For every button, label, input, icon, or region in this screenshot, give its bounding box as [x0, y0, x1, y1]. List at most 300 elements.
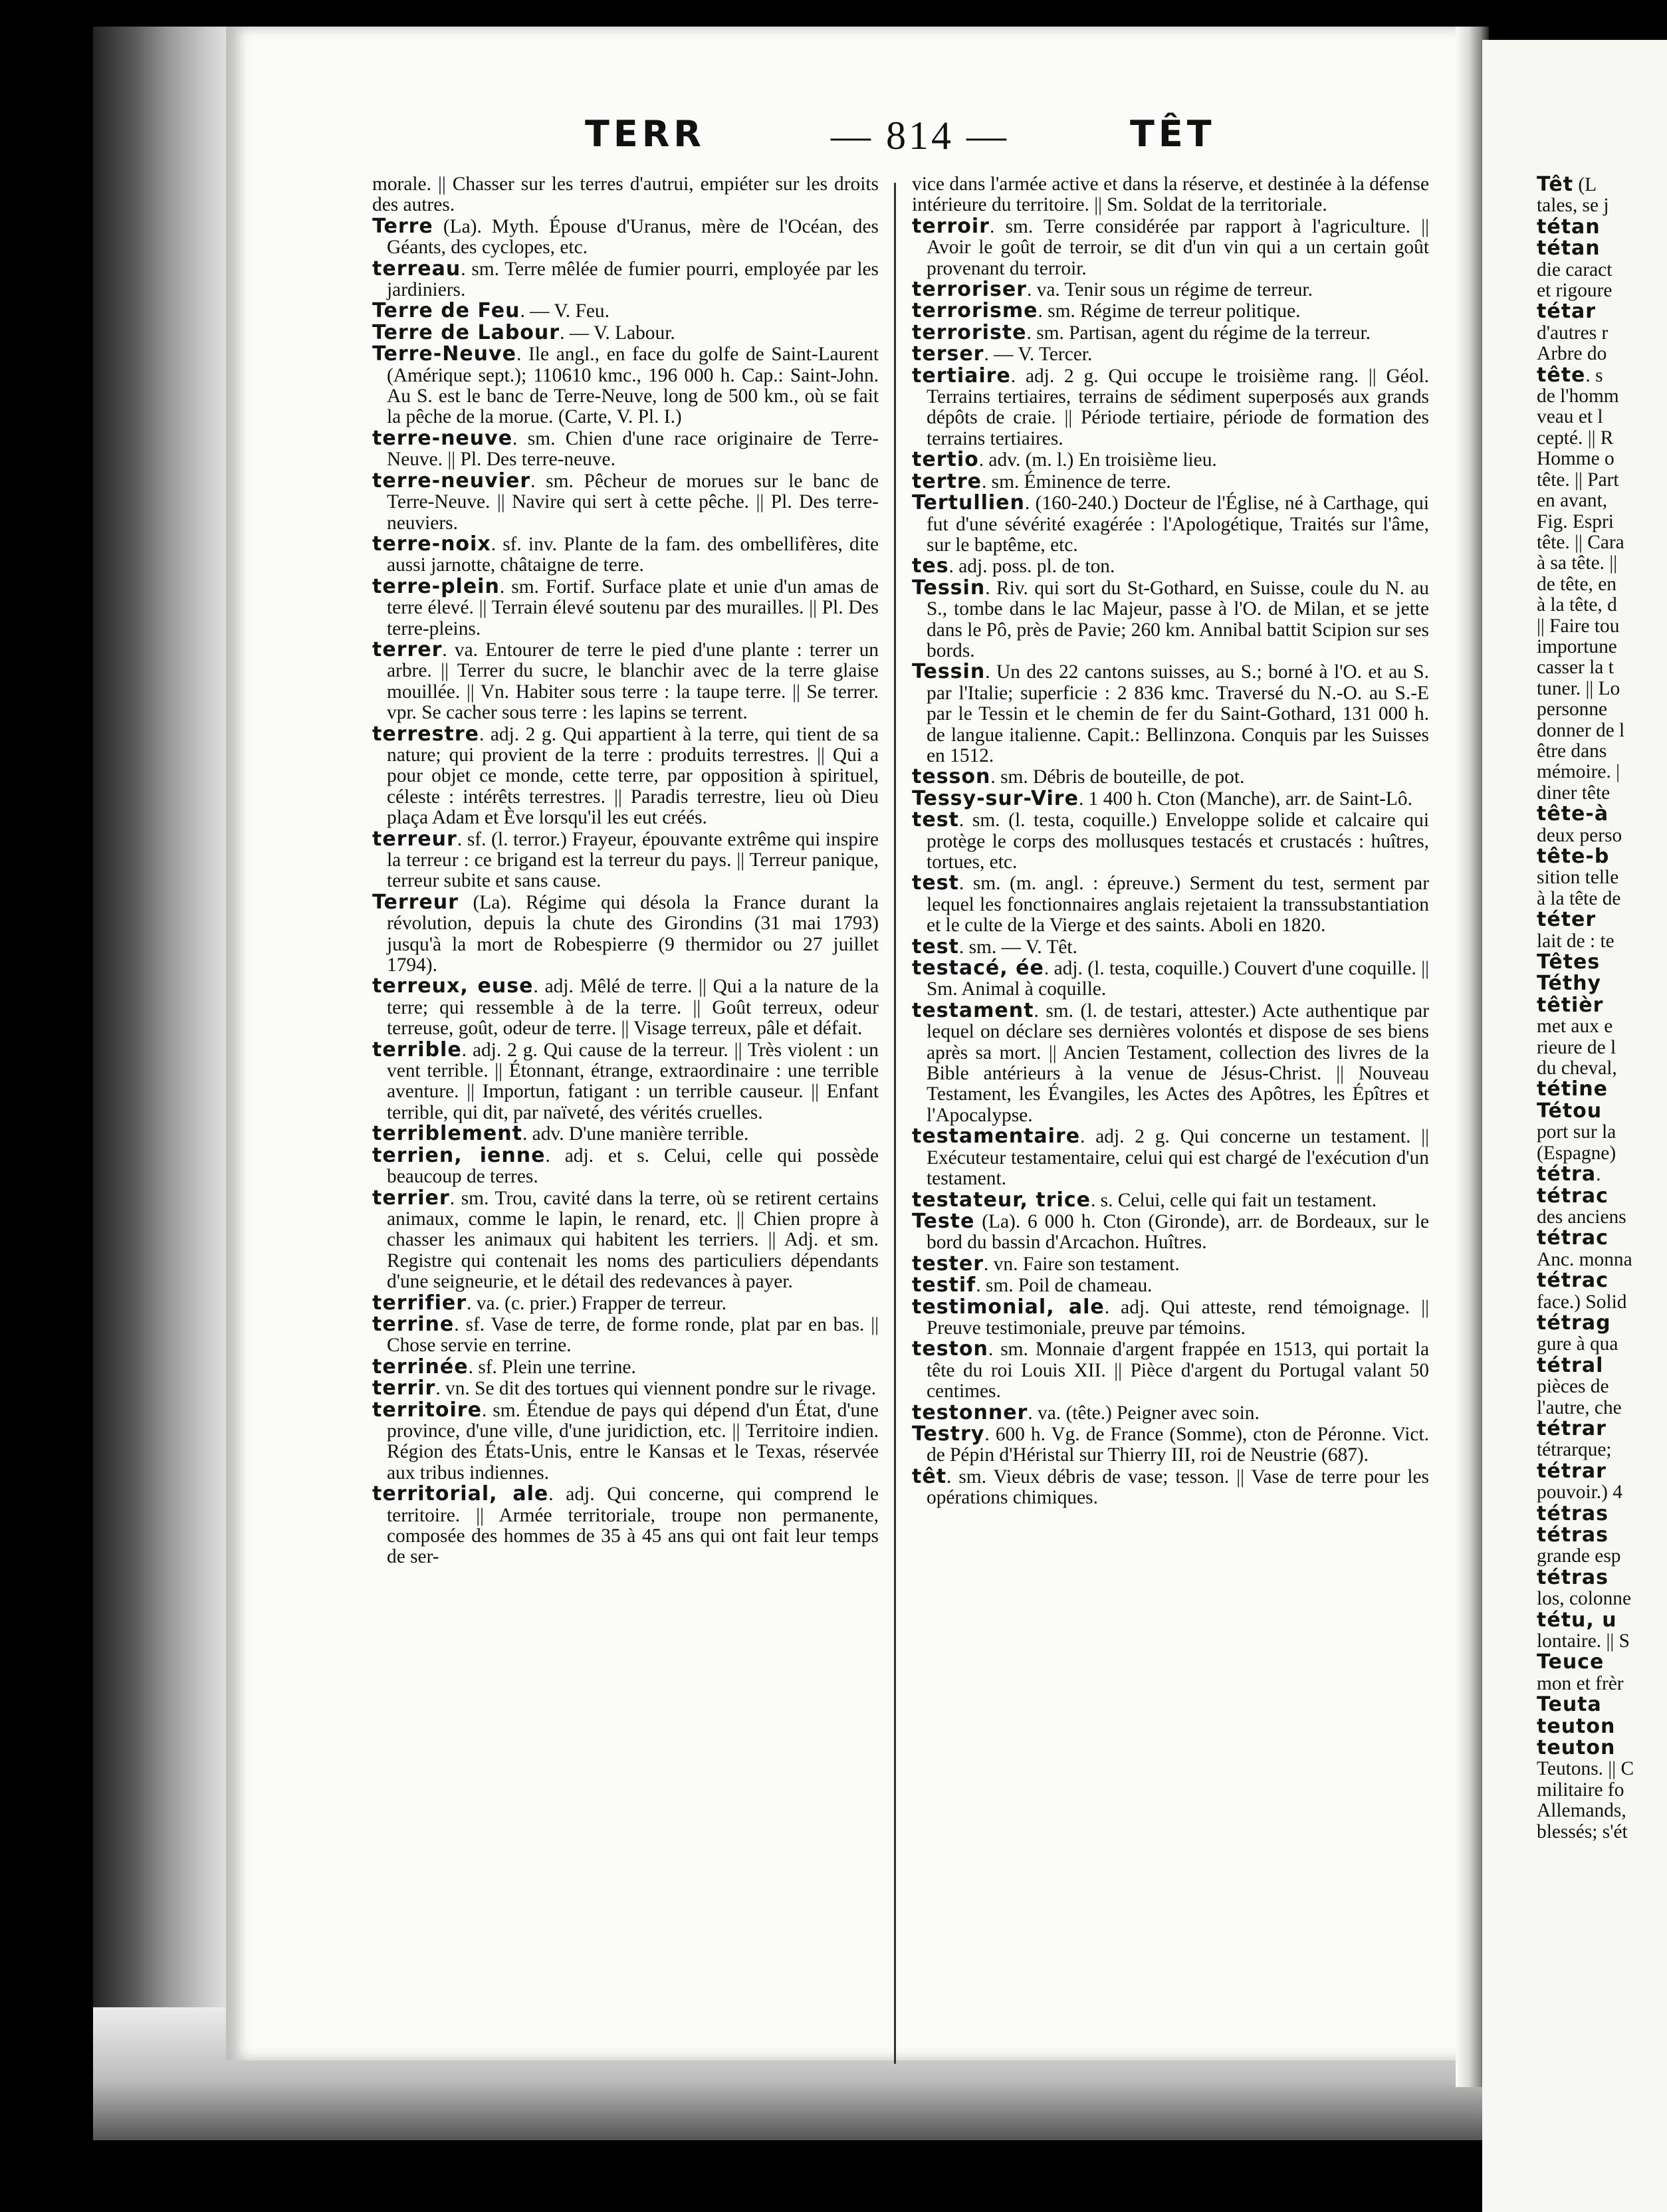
entry-definition: Allemands, [1537, 1801, 1626, 1822]
entry-definition: . sm. Monnaie d'argent frappée en 1513, qui portait la tête du roi Louis XII. || Pièce d'argent du Portugal valant 50 centimes. [927, 1339, 1429, 1402]
entry-headword: territorial, ale [372, 1482, 549, 1506]
entry-headword: tétrag [1537, 1312, 1611, 1335]
dictionary-entry [912, 1275, 1429, 1296]
entry-headword: Terre de Feu [372, 299, 520, 323]
entry-definition: importune [1537, 636, 1617, 657]
entry-headword: Terre-Neuve [372, 342, 516, 366]
entry-definition: Teutons. || C [1537, 1759, 1634, 1780]
dictionary-entry [912, 300, 1429, 322]
dictionary-entry [372, 174, 879, 216]
entry-headword: tétras [1537, 1503, 1609, 1525]
entry-definition: . adj. et s. Celui, celle qui possède beaucoup de terres. [387, 1145, 879, 1188]
dictionary-entry [372, 1145, 879, 1188]
entry-headword: teuton [1537, 1737, 1616, 1759]
dictionary-entry [1537, 449, 1667, 469]
entry-definition: mémoire. | [1537, 762, 1620, 783]
entry-definition: militaire fo [1537, 1779, 1624, 1801]
entry-definition: à la tête, d [1537, 595, 1617, 616]
dictionary-entry [1537, 512, 1667, 532]
entry-definition: donner de l [1537, 720, 1625, 741]
entry-headword: tête-b [1537, 846, 1610, 868]
entry-definition: Arbre do [1537, 344, 1607, 365]
entry-headword: Teste [912, 1209, 975, 1233]
entry-definition: . sm. Terre mêlée de fumier pourri, employée par les jardiniers. [387, 258, 879, 301]
dictionary-entry [912, 578, 1429, 662]
dictionary-entry [372, 1040, 879, 1124]
entry-definition: cepté. || R [1537, 427, 1614, 449]
entry-definition: lait de : te [1537, 931, 1614, 952]
dictionary-entry [912, 1000, 1429, 1126]
entry-definition: . sm. Pêcheur de morues sur le banc de Terre-Neuve. || Navire qui sert à cette pêche. || Pl. Des terre-neuviers. [387, 470, 879, 534]
entry-definition: et rigoure [1537, 280, 1612, 302]
dictionary-entry [912, 1402, 1429, 1424]
entry-definition: face.) Solid [1537, 1291, 1627, 1313]
entry-definition: . — V. Labour. [560, 322, 675, 344]
entry-headword: Têtes [1537, 952, 1601, 974]
dictionary-entry [1537, 1652, 1667, 1673]
entry-definition: . — V. Feu. [520, 300, 610, 322]
entry-definition: tête. || Cara [1537, 532, 1624, 553]
entry-headword: teston [912, 1337, 988, 1361]
dictionary-entry [1537, 280, 1667, 301]
dictionary-entry [1537, 344, 1667, 364]
running-header [585, 113, 1289, 166]
entry-headword: terser [912, 342, 984, 366]
entry-definition: vice dans l'armée active et dans la réserve, et destinée à la défense intérieure du territoire. || Sm. Soldat de la territoriale. [912, 173, 1429, 216]
entry-definition: . adj. Qui concerne, qui comprend le territoire. || Armée territoriale, troupe non permanente, composée des hommes de 35 à 45 ans qui ont fait leur temps de ser- [387, 1484, 879, 1568]
entry-headword: test [912, 808, 959, 832]
dictionary-entry [1537, 637, 1667, 657]
dictionary-entry [1537, 1270, 1667, 1291]
dictionary-entry [912, 449, 1429, 471]
dictionary-entry [372, 534, 879, 576]
dictionary-entry [1537, 301, 1667, 322]
dictionary-entry [912, 279, 1429, 300]
entry-definition: des anciens [1537, 1206, 1626, 1228]
dictionary-entry [912, 216, 1429, 279]
dictionary-entry [1537, 1355, 1667, 1377]
dictionary-entry [912, 810, 1429, 873]
dictionary-entry [372, 639, 879, 724]
entry-definition: los, colonne [1537, 1589, 1632, 1610]
dictionary-entry [1537, 1250, 1667, 1270]
entry-headword: tétrar [1537, 1418, 1607, 1440]
entry-definition: blessés; s'ét [1537, 1821, 1628, 1842]
entry-definition: . [1596, 1164, 1601, 1186]
entry-definition: . adj. 2 g. Qui concerne un testament. || Exécuteur testamentaire, celui qui est chargé de l'exécution d'un testament. [927, 1126, 1429, 1190]
dictionary-entry [1537, 1589, 1667, 1609]
dictionary-entry [372, 1314, 879, 1357]
text-column-right [912, 174, 1429, 1509]
entry-definition: . sf. (l. terror.) Frayeur, épouvante extrême qui inspire la terreur : ce brigand est la terreur du pays. || Terreur panique, terreur subite et sans cause. [387, 828, 879, 892]
entry-definition: . va. (c. prier.) Frapper de terreur. [467, 1292, 726, 1314]
entry-headword: têtièr [1537, 994, 1604, 1017]
entry-definition: lontaire. || S [1537, 1631, 1630, 1652]
entry-headword: testimonial, ale [912, 1295, 1105, 1319]
dictionary-entry [372, 576, 879, 639]
entry-headword: terrible [372, 1038, 462, 1061]
entry-definition: . sm. Poil de chameau. [976, 1275, 1153, 1297]
dictionary-entry [372, 1378, 879, 1399]
text-column-left [372, 174, 879, 1568]
dictionary-entry [372, 344, 879, 428]
entry-definition: personne [1537, 699, 1608, 720]
entry-headword: testateur, trice [912, 1188, 1091, 1212]
dictionary-entry [1537, 323, 1667, 344]
entry-headword: tertio [912, 448, 979, 472]
dictionary-entry [372, 1484, 879, 1568]
entry-headword: terrien, ienne [372, 1143, 546, 1167]
entry-headword: terre-plein [372, 574, 500, 598]
entry-headword: tétrac [1537, 1228, 1609, 1250]
header-guide-word-left: TERR [585, 113, 705, 155]
entry-headword: Tessin [912, 660, 986, 684]
entry-definition: . — V. Tercer. [984, 344, 1093, 366]
dictionary-entry [912, 1424, 1429, 1466]
entry-definition: . sm. Débris de bouteille, de pot. [990, 766, 1245, 788]
dictionary-entry [1537, 470, 1667, 491]
dictionary-entry [1537, 1143, 1667, 1164]
entry-definition: tête. || Part [1537, 469, 1619, 491]
entry-headword: terrifier [372, 1291, 467, 1315]
entry-definition: die caract [1537, 259, 1612, 280]
dictionary-entry [1537, 1716, 1667, 1737]
entry-definition: . va. (tête.) Peigner avec soin. [1028, 1402, 1260, 1424]
entry-definition: sition telle [1537, 867, 1619, 889]
dictionary-entry [912, 873, 1429, 936]
dictionary-entry [372, 216, 879, 259]
dictionary-entry [372, 471, 879, 534]
dictionary-entry [1537, 428, 1667, 449]
entry-headword: terroriste [912, 320, 1027, 344]
entry-headword: tétan [1537, 238, 1601, 260]
entry-definition: . va. Tenir sous un régime de terreur. [1026, 279, 1313, 301]
entry-headword: tétras [1537, 1525, 1609, 1547]
entry-headword: testonner [912, 1400, 1028, 1424]
entry-headword: tétras [1537, 1567, 1609, 1589]
dictionary-entry [1537, 931, 1667, 952]
column-rule [894, 183, 896, 2064]
entry-definition: tales, se j [1537, 195, 1609, 217]
entry-definition: gure à qua [1537, 1334, 1618, 1355]
entry-definition: . adj. 2 g. Qui cause de la terreur. || Très violent : un vent terrible. || Étonnant, étrange, extraordinaire : une terrible aventure. || Importun, fatigant : un terrible causeur. || Enfant terrible, qui dit, par naïveté, des vérités cruelles. [387, 1039, 879, 1123]
entry-definition: . sf. Vase de terre, de forme ronde, plat par en bas. || Chose servie en terrine. [387, 1313, 879, 1357]
dictionary-entry [912, 1126, 1429, 1189]
dictionary-entry [1537, 365, 1667, 386]
dictionary-entry [1537, 1610, 1667, 1631]
entry-definition: . adv. D'une manière terrible. [522, 1123, 749, 1145]
dictionary-entry [372, 1123, 879, 1145]
entry-headword: terreau [372, 257, 461, 280]
dictionary-entry [1537, 826, 1667, 846]
dictionary-entry [1537, 699, 1667, 720]
entry-definition: . vn. Faire son testament. [984, 1253, 1180, 1275]
entry-headword: tétrac [1537, 1270, 1609, 1292]
entry-headword: terrorisme [912, 299, 1038, 323]
dictionary-entry [372, 724, 879, 829]
entry-definition: port sur la [1537, 1122, 1616, 1143]
entry-definition: diner tête [1537, 782, 1611, 804]
entry-headword: tétral [1537, 1355, 1604, 1377]
dictionary-entry [372, 829, 879, 892]
dictionary-entry [1537, 574, 1667, 595]
entry-headword: tétrac [1537, 1185, 1609, 1207]
entry-definition: l'autre, che [1537, 1397, 1622, 1418]
entry-definition: Fig. Espri [1537, 511, 1614, 532]
dictionary-entry [1537, 1674, 1667, 1694]
entry-headword: téter [1537, 909, 1597, 931]
entry-definition: . Un des 22 cantons suisses, au S.; borné à l'O. et au S. par l'Italie; superficie : 2 836 kmc. Traversé du N.-O. au S.-E par le Tessin et le chemin de fer du Saint-Gothard, 131 000 h. de langue italienne. Capit.: Bellinzona. Conquis par les Suisses en 1512. [927, 661, 1429, 766]
dictionary-entry [1537, 804, 1667, 825]
dictionary-entry [1537, 762, 1667, 782]
entry-headword: Téthy [1537, 973, 1602, 995]
entry-headword: tête-à [1537, 804, 1609, 826]
dictionary-entry [1537, 1228, 1667, 1249]
entry-definition: . sf. Plein une terrine. [468, 1356, 636, 1378]
entry-definition: à la tête de [1537, 888, 1621, 909]
entry-headword: testamentaire [912, 1125, 1081, 1149]
dictionary-entry [372, 300, 879, 322]
dictionary-entry [912, 1297, 1429, 1339]
entry-headword: tétra [1537, 1164, 1597, 1186]
dictionary-entry [1537, 1313, 1667, 1334]
entry-definition: tuner. || Lo [1537, 678, 1620, 699]
dictionary-entry [1537, 679, 1667, 699]
entry-headword: Testry [912, 1422, 985, 1446]
dictionary-entry [912, 174, 1429, 216]
dictionary-entry [1537, 846, 1667, 867]
entry-definition: Homme o [1537, 449, 1614, 470]
entry-definition: de l'homm [1537, 386, 1619, 407]
dictionary-entry [912, 556, 1429, 577]
entry-headword: Teuce [1537, 1652, 1605, 1674]
header-guide-word-right: TÊT [1130, 113, 1216, 155]
dictionary-entry [912, 322, 1429, 344]
entry-headword: Terre de Labour [372, 320, 560, 344]
dictionary-entry [912, 937, 1429, 958]
entry-definition: d'autres r [1537, 322, 1609, 344]
dictionary-entry [1537, 1079, 1667, 1100]
dictionary-entry [1537, 1461, 1667, 1482]
entry-headword: terrinée [372, 1355, 469, 1379]
entry-definition: . Ile angl., en face du golfe de Saint-Laurent (Amérique sept.); 110610 kmc., 196 000 h. Cap.: Saint-John. Au S. est le banc de Terre-Neuve, long de 500 km., où se fait la pêche de la morue. (Carte, V. Pl. I.) [387, 344, 879, 428]
entry-headword: terreur [372, 827, 457, 851]
entry-definition: grande esp [1537, 1546, 1621, 1567]
dictionary-entry [1537, 1567, 1667, 1589]
dictionary-entry [1537, 973, 1667, 994]
dictionary-entry [1537, 1503, 1667, 1525]
dictionary-entry [1537, 217, 1667, 238]
entry-definition: . vn. Se dit des tortues qui viennent pondre sur le rivage. [435, 1378, 877, 1400]
page-number: — 814 — [831, 114, 1009, 158]
entry-headword: tête [1537, 364, 1586, 387]
dictionary-entry [1537, 1058, 1667, 1079]
entry-headword: tertiaire [912, 364, 1011, 387]
entry-headword: terreux, euse [372, 974, 534, 998]
entry-headword: Teuta [1537, 1694, 1602, 1716]
dictionary-entry [1537, 1482, 1667, 1503]
entry-definition: Anc. monna [1537, 1249, 1632, 1270]
dictionary-entry [1537, 1016, 1667, 1037]
entry-definition: pièces de [1537, 1377, 1609, 1398]
entry-definition: . sm. Trou, cavité dans la terre, où se retirent certains animaux, comme le lapin, le renard, etc. || Chien propre à chasser les animaux qui habitent les terriers. || Adj. et sm. Registre qui contenait les noms des particuliers dépendants d'une seigneurie, et le détail des redevances à payer. [387, 1187, 879, 1293]
dictionary-entry [1537, 195, 1667, 216]
entry-definition: . Riv. qui sort du St-Gothard, en Suisse, coule du N. au S., tombe dans le lac Majeur, passe à l'O. de Milan, et se jette dans le Pô, près de Pavie; 260 km. Annibal battit Scipion sur ses bords. [927, 577, 1429, 661]
dictionary-entry [1537, 1038, 1667, 1058]
dictionary-entry [912, 344, 1429, 365]
entry-definition: (La). Myth. Épouse d'Uranus, mère de l'Océan, des Géants, des cyclopes, etc. [387, 215, 879, 259]
entry-headword: terre-neuve [372, 426, 513, 450]
dictionary-entry [1537, 889, 1667, 909]
dictionary-entry [372, 1400, 879, 1484]
entry-definition: casser la t [1537, 657, 1614, 679]
entry-headword: teuton [1537, 1715, 1616, 1738]
dictionary-entry [1537, 1694, 1667, 1715]
dictionary-entry [1537, 1186, 1667, 1207]
dictionary-entry [1537, 1122, 1667, 1143]
entry-definition: (La). Régime qui désola la France durant la révolution, depuis la chute des Girondins (31 mai 1793) jusqu'à la mort de Robespierre (9 thermidor ou 27 juillet 1794). [387, 891, 879, 976]
entry-headword: Tétou [1537, 1100, 1603, 1123]
dictionary-entry [1537, 616, 1667, 637]
dictionary-entry [1537, 1737, 1667, 1759]
entry-definition: du cheval, [1537, 1058, 1617, 1079]
entry-definition: . sm. — V. Têt. [958, 936, 1077, 958]
dictionary-entry [912, 661, 1429, 766]
entry-definition: (Espagne) [1537, 1143, 1616, 1164]
text-column-facing-page [1537, 174, 1667, 1842]
dictionary-entry [1537, 260, 1667, 280]
dictionary-entry [1537, 238, 1667, 259]
entry-headword: terroriser [912, 278, 1027, 302]
dictionary-entry [1537, 657, 1667, 678]
dictionary-entry [1537, 386, 1667, 407]
dictionary-entry [912, 788, 1429, 810]
dictionary-entry [1537, 532, 1667, 553]
dictionary-entry [1537, 1207, 1667, 1228]
entry-definition: veau et l [1537, 407, 1603, 428]
entry-definition: . s [1585, 364, 1603, 386]
dictionary-entry [372, 322, 879, 344]
entry-definition: . sm. (m. angl. : épreuve.) Serment du test, serment par lequel les fonctionnaires anglais rejetaient la transsubstantiation et le culte de la Vierge et des saints. Aboli en 1820. [927, 873, 1429, 937]
entry-definition: . sm. Terre considérée par rapport à l'agriculture. || Avoir le goût de terroir, se dit d'un vin qui a un certain goût provenant du terroir. [927, 215, 1429, 279]
entry-definition: . va. Entourer de terre le pied d'une plante : terrer un arbre. || Terrer du sucre, le blanchir avec de la terre glaise mouillée. || Vn. Habiter sous terre : la taupe terre. || Se terrer. vpr. Se cacher sous terre : les lapins se terrent. [387, 639, 879, 724]
entry-headword: Têt [1537, 174, 1574, 196]
entry-headword: terroir [912, 214, 990, 238]
entry-definition: . adj. poss. pl. de ton. [948, 556, 1115, 578]
entry-headword: terrir [372, 1377, 436, 1400]
entry-headword: tétu, u [1537, 1609, 1617, 1632]
entry-definition: . 1 400 h. Cton (Manche), arr. de Saint-Lô. [1078, 788, 1412, 810]
dictionary-entry [912, 1190, 1429, 1211]
entry-definition: rieure de l [1537, 1037, 1616, 1058]
dictionary-entry [372, 428, 879, 471]
entry-headword: test [912, 871, 959, 895]
entry-headword: Tertullien [912, 491, 1025, 515]
dictionary-entry [1537, 491, 1667, 511]
dictionary-entry [1537, 1822, 1667, 1842]
dictionary-entry [1537, 1398, 1667, 1418]
entry-definition: . (160-240.) Docteur de l'Église, né à Carthage, qui fut d'une sévérité exagérée : l'Apologétique, Traités sur l'âme, sur le baptême, etc. [927, 493, 1429, 556]
entry-headword: tertre [912, 469, 982, 493]
page-edges-left [93, 27, 233, 2127]
dictionary-entry [372, 1188, 879, 1293]
dictionary-entry [1537, 1546, 1667, 1567]
entry-definition: met aux e [1537, 1016, 1613, 1038]
dictionary-entry [1537, 407, 1667, 427]
entry-headword: testacé, ée [912, 956, 1044, 980]
dictionary-entry [1537, 1292, 1667, 1313]
dictionary-entry [1537, 1631, 1667, 1652]
entry-headword: têt [912, 1464, 947, 1488]
dictionary-entry [1537, 1801, 1667, 1821]
dictionary-entry [912, 958, 1429, 1000]
dictionary-entry [1537, 553, 1667, 574]
entry-definition: (L [1573, 174, 1597, 195]
entry-headword: terrier [372, 1186, 450, 1210]
entry-definition: . adj. Mêlé de terre. || Qui a la nature de la terre; qui ressemble à de la terre. || Goût terreux, odeur terreuse, goût, odeur de terre. || Visage terreux, pâle et défait. [387, 976, 879, 1040]
entry-definition: . adj. 2 g. Qui occupe le troisième rang. || Géol. Terrains tertiaires, terrains de sédiment superposés aux grands dépôts de craie. || Période tertiaire, période de formation des terrains tertiaires. [927, 365, 1429, 449]
entry-headword: testament [912, 998, 1034, 1022]
dictionary-entry [1537, 1780, 1667, 1801]
entry-headword: terrine [372, 1312, 455, 1336]
entry-definition: . sm. Chien d'une race originaire de Terre-Neuve. || Pl. Des terre-neuve. [387, 427, 879, 471]
dictionary-entry [1537, 1334, 1667, 1355]
entry-definition: (La). 6 000 h. Cton (Gironde), arr. de Bordeaux, sur le bord du bassin d'Arcachon. Huîtres. [927, 1210, 1429, 1254]
entry-definition: . adv. (m. l.) En troisième lieu. [978, 449, 1217, 471]
dictionary-entry [372, 1357, 879, 1378]
dictionary-entry [1537, 720, 1667, 741]
entry-headword: test [912, 935, 959, 958]
entry-definition: . sm. Étendue de pays qui dépend d'un État, d'une province, d'une ville, d'une juridiction, etc. || Territoire indien. Région des États-Unis, entre le Kansas et le Texas, réservée aux tribus indiennes. [387, 1399, 879, 1484]
entry-definition: à sa tête. || [1537, 553, 1618, 574]
entry-definition: . sm. (l. de testari, attester.) Acte authentique par lequel on déclare ses dernières volontés et dispose de ses biens après sa mort. || Ancien Testament, collection des livres de la Bible antérieurs à la venue de Jésus-Christ. || Nouveau Testament, les Évangiles, les Actes des Apôtres, les Épîtres et l'Apocalypse. [927, 1000, 1429, 1126]
entry-definition: . adj. 2 g. Qui appartient à la terre, qui tient de sa nature; qui provient de la terre : produits terrestres. || Qui a pour objet ce monde, cette terre, par opposition à spirituel, céleste : intérêts terrestres. || Paradis terrestre, lieu où Dieu plaça Adam et Ève lorsqu'il les eut créés. [387, 723, 879, 829]
entry-definition: . sm. Régime de terreur politique. [1038, 300, 1301, 322]
dictionary-entry [912, 493, 1429, 556]
dictionary-entry [1537, 909, 1667, 931]
dictionary-entry [372, 976, 879, 1039]
entry-definition: pouvoir.) 4 [1537, 1482, 1622, 1503]
entry-definition: être dans [1537, 740, 1607, 762]
entry-headword: testif [912, 1273, 976, 1297]
dictionary-entry [1537, 1525, 1667, 1546]
dictionary-entry [1537, 995, 1667, 1016]
entry-headword: tétrar [1537, 1460, 1607, 1483]
entry-definition: de tête, en [1537, 574, 1616, 595]
entry-definition: deux perso [1537, 825, 1622, 846]
entry-definition: . sf. inv. Plante de la fam. des ombellifères, dite aussi jarnotte, châtaigne de terre. [387, 533, 879, 576]
entry-definition: . sm. Éminence de terre. [981, 471, 1171, 493]
dictionary-entry [1537, 783, 1667, 804]
entry-definition: . sm. Partisan, agent du régime de la terreur. [1026, 322, 1371, 344]
entry-definition: en avant, [1537, 491, 1608, 512]
entry-definition: . adj. (l. testa, coquille.) Couvert d'une coquille. || Sm. Animal à coquille. [927, 958, 1429, 1000]
entry-definition: . s. Celui, celle qui fait un testament. [1090, 1189, 1377, 1211]
dictionary-entry [1537, 741, 1667, 762]
dictionary-entry [1537, 1759, 1667, 1779]
entry-headword: Tessin [912, 576, 986, 600]
dictionary-entry [372, 1293, 879, 1314]
dictionary-entry [912, 766, 1429, 788]
entry-headword: terrestre [372, 722, 479, 746]
dictionary-entry [1537, 1101, 1667, 1122]
dictionary-entry [1537, 867, 1667, 888]
dictionary-entry [1537, 1164, 1667, 1185]
dictionary-entry [372, 259, 879, 301]
dictionary-entry [912, 471, 1429, 493]
dictionary-entry [1537, 1377, 1667, 1397]
dictionary-entry [912, 1254, 1429, 1275]
